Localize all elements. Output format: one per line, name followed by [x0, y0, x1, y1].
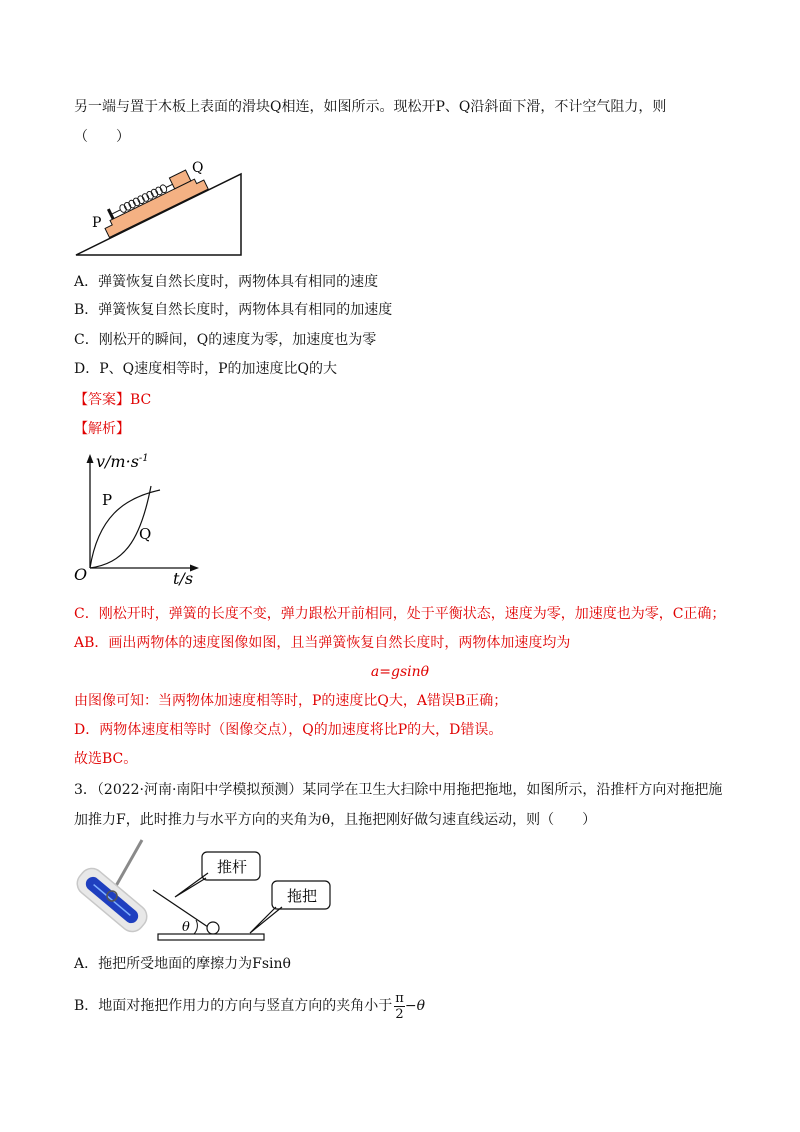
velocity-time-graph [68, 448, 248, 588]
q2-option-c: C．刚松开的瞬间，Q的速度为零，加速度也为零 [74, 332, 377, 348]
x-axis-label: t/s [173, 569, 194, 588]
q3-stem-line2: 加推力F，此时推力与水平方向的夹角为θ，且拖把刚好做匀速直线运动，则（ ） [74, 812, 597, 828]
svg-text:v/m·s-1 [96, 452, 149, 471]
mop-illustration [74, 838, 154, 943]
answer: 【答案】BC [74, 392, 152, 408]
q3-option-b-suffix: −θ [404, 998, 426, 1014]
label-p: P [92, 215, 102, 231]
callout-rod-label: 推杆 [217, 858, 248, 876]
incline-figure [74, 150, 254, 260]
theta-label: θ [182, 920, 190, 935]
origin-label: O [74, 565, 88, 584]
label-q: Q [192, 160, 204, 176]
fraction-denominator: 2 [395, 1006, 404, 1022]
q3-option-b [74, 988, 425, 1024]
q2-stem-line1: 另一端与置于木板上表面的滑块Q相连，如图所示。现松开P、Q沿斜面下滑，不计空气阻力，则 [74, 99, 667, 115]
fraction-numerator: π [395, 990, 404, 1006]
curve-q-label: Q [139, 525, 152, 543]
explanation-c: C．刚松开时，弹簧的长度不变，弹力跟松开前相同，处于平衡状态，速度为零，加速度也为零，C正确； [74, 606, 726, 622]
q2-stem-line2: （ ） [74, 129, 130, 145]
q3-option-a: A．拖把所受地面的摩擦力为Fsinθ [74, 956, 291, 972]
explanation-ab: AB．画出两物体的速度图像如图，且当弹簧恢复自然长度时，两物体加速度均为 [74, 635, 571, 651]
fraction [394, 991, 405, 1022]
y-axis-exponent: -1 [138, 453, 149, 464]
analysis-label: 【解析】 [74, 421, 130, 437]
board-p [103, 176, 208, 238]
q2-option-a: A．弹簧恢复自然长度时，两物体具有相同的速度 [74, 274, 379, 290]
y-axis-label: v/m·s [96, 452, 139, 471]
explanation-final: 故选BC。 [74, 751, 138, 767]
push-rod [153, 890, 208, 927]
explanation-conclusion: 由图像可知：当两物体加速度相等时，P的速度比Q大，A错误B正确； [74, 693, 508, 709]
floor-board [158, 934, 264, 940]
q2-option-b: B．弹簧恢复自然长度时，两物体具有相同的加速度 [74, 302, 393, 318]
curve-p-label: P [102, 491, 113, 509]
q3-stem-line1: 3．（2022·河南·南阳中学模拟预测）某同学在卫生大扫除中用拖把拖地，如图所示，沿推杆方向对拖把施 [74, 782, 723, 798]
mop-head-circle [207, 922, 219, 934]
q2-option-d: D．P、Q速度相等时，P的加速度比Q的大 [74, 361, 338, 377]
mop-schematic [150, 845, 340, 945]
explanation-d: D．两物体速度相等时（图像交点），Q的加速度将比P的大，D错误。 [74, 722, 503, 738]
callout-mop-label: 拖把 [287, 887, 318, 905]
formula: a=gsinθ [370, 664, 430, 680]
q3-option-b-prefix: B．地面对拖把作用力的方向与竖直方向的夹角小于 [74, 998, 393, 1014]
